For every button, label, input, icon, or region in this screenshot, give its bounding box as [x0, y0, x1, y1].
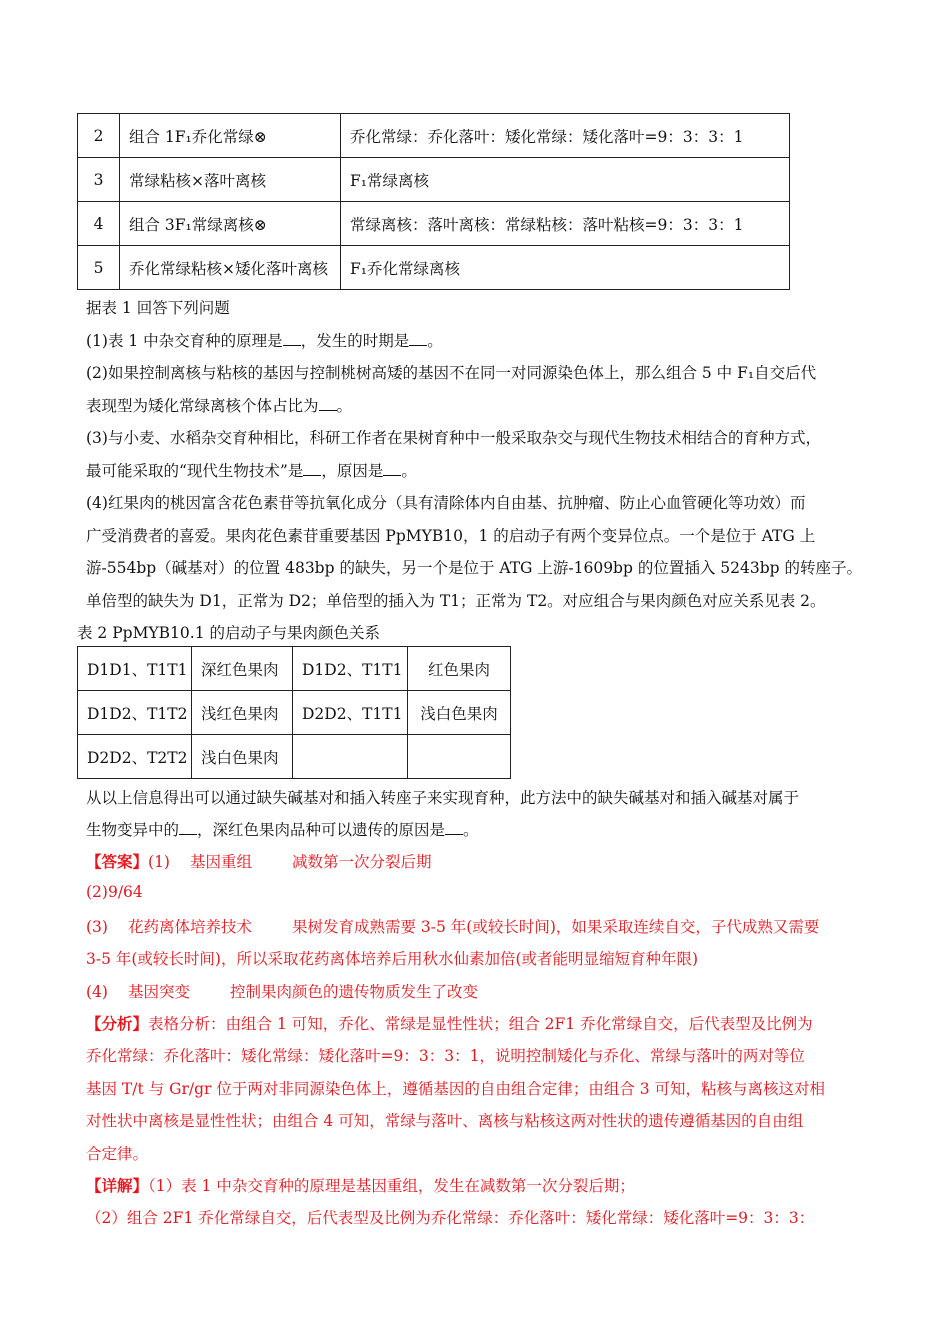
answer-line-5 — [86, 980, 478, 1002]
detail-label: 【详解】 — [86, 1176, 149, 1195]
table-cell: D2D2、T2T2 — [78, 735, 192, 779]
question-3-line-1: (3)与小麦、水稻杂交育种相比，科研工作者在果树育种中一般采取杂交与现代生物技术相结合的育种方式， — [86, 429, 821, 447]
table-cell — [293, 735, 408, 779]
detail-line-2: （2）组合 2F1 乔化常绿自交，后代表型及比例为乔化常绿：乔化落叶：矮化常绿：矮化落叶=9：3：3： — [86, 1209, 815, 1227]
table-row — [78, 647, 511, 691]
answer-blank — [283, 333, 301, 346]
table-cell-cross: 组合 3F₁常绿离核⊗ — [120, 202, 341, 246]
table-row — [78, 735, 511, 779]
table-row — [78, 114, 790, 158]
table-cell-num: 5 — [78, 246, 120, 290]
table-cell-num: 2 — [78, 114, 120, 158]
table-cell: D1D1、T1T1 — [78, 647, 192, 691]
question-3-line-2 — [86, 459, 417, 481]
question-4-line-5: 从以上信息得出可以通过缺失碱基对和插入转座子来实现育种，此方法中的缺失碱基对和插入碱基对属于 — [86, 789, 800, 807]
table-row — [78, 158, 790, 202]
question-text: 。 — [427, 332, 443, 350]
intro-text: 据表 1 回答下列问题 — [86, 299, 230, 317]
answer-blank — [383, 463, 401, 476]
question-text: 生物变异中的 — [86, 821, 180, 839]
answer-text: 基因重组 — [189, 853, 252, 871]
answer-blank — [445, 822, 463, 835]
table-cell-result: 常绿离核：落叶离核：常绿粘核：落叶粘核=9：3：3：1 — [341, 202, 790, 246]
table-cell: 红色果肉 — [408, 647, 511, 691]
answer-text: 花药离体培养技术 — [127, 918, 252, 936]
answer-num: (1) — [148, 853, 170, 871]
answer-text: 果树发育成熟需要 3-5 年(或较长时间)，如果采取连续自交，子代成熟又需要 — [291, 918, 820, 936]
question-text: ，原因是 — [321, 462, 384, 480]
question-text: 。 — [336, 397, 353, 415]
answer-text: 基因突变 — [127, 983, 190, 1001]
question-text: 。 — [401, 462, 417, 480]
table-cell-num: 3 — [78, 158, 120, 202]
table-cell: 浅红色果肉 — [192, 691, 293, 735]
question-text: (1)表 1 中杂交育种的原理是 — [86, 332, 283, 350]
table-2 — [77, 646, 511, 779]
table-1 — [77, 113, 790, 290]
detail-text: （1）表 1 中杂交育种的原理是基因重组，发生在减数第一次分裂后期； — [148, 1177, 635, 1195]
analysis-line-2: 乔化常绿：乔化落叶：矮化常绿：矮化落叶=9：3：3：1，说明控制矮化与乔化、常绿与落叶的两对等位 — [86, 1047, 805, 1065]
question-2-line-2 — [86, 394, 352, 416]
table-cell: D1D2、T1T2 — [78, 691, 192, 735]
question-text: ，发生的时期是 — [300, 332, 410, 350]
question-text: 最可能采取的“现代生物技术”是 — [86, 462, 304, 480]
table-cell-result: F₁常绿离核 — [341, 158, 790, 202]
answer-text: 减数第一次分裂后期 — [292, 853, 432, 871]
question-4-line-6 — [86, 818, 479, 840]
question-text: 表现型为矮化常绿离核个体占比为 — [86, 397, 319, 415]
table-cell-cross: 组合 1F₁乔化常绿⊗ — [120, 114, 341, 158]
table-cell — [408, 735, 511, 779]
table-cell: D2D2、T1T1 — [293, 691, 408, 735]
answer-num: (3) — [86, 918, 108, 936]
answer-text: 控制果肉颜色的遗传物质发生了改变 — [229, 983, 478, 1001]
table-cell-cross: 乔化常绿粘核×矮化落叶离核 — [120, 246, 341, 290]
analysis-line-4: 对性状中离核是显性性状；由组合 4 可知，常绿与落叶、离核与粘核这两对性状的遗传遵循基因的自由组 — [86, 1112, 804, 1130]
analysis-line-5: 合定律。 — [86, 1145, 149, 1163]
answer-line-3 — [86, 915, 819, 937]
question-4-line-3: 游-554bp（碱基对）的位置 483bp 的缺失，另一个是位于 ATG 上游-1609bp 的位置插入 5243bp 的转座子。 — [86, 559, 862, 577]
analysis-line-1 — [86, 1012, 813, 1034]
table-cell: 浅白色果肉 — [192, 735, 293, 779]
table-row — [78, 691, 511, 735]
question-4-line-4: 单倍型的缺失为 D1，正常为 D2；单倍型的插入为 T1；正常为 T2。对应组合与果肉颜色对应关系见表 2。 — [86, 592, 826, 610]
answer-line-4: 3-5 年(或较长时间)，所以采取花药离体培养后用秋水仙素加倍(或者能明显缩短育种年限) — [86, 950, 699, 968]
table-2-caption: 表 2 PpMYB10.1 的启动子与果肉颜色关系 — [77, 624, 381, 642]
answer-blank — [303, 463, 321, 476]
answer-blank — [179, 822, 197, 835]
table-cell-result: 乔化常绿：乔化落叶：矮化常绿：矮化落叶=9：3：3：1 — [341, 114, 790, 158]
question-1 — [86, 329, 443, 351]
answer-blank — [409, 333, 427, 346]
analysis-text: 表格分析：由组合 1 可知，乔化、常绿是显性性状；组合 2F1 乔化常绿自交，后代表型及比例为 — [148, 1015, 813, 1033]
table-cell-cross: 常绿粘核×落叶离核 — [120, 158, 341, 202]
analysis-line-3: 基因 T/t 与 Gr/gr 位于两对非同源染色体上，遵循基因的自由组合定律；由组合 3 可知，粘核与离核这对相 — [86, 1080, 826, 1098]
detail-line-1 — [86, 1174, 635, 1196]
answer-line-2: (2)9/64 — [86, 883, 143, 901]
table-cell-result: F₁乔化常绿离核 — [341, 246, 790, 290]
question-4-line-2: 广受消费者的喜爱。果肉花色素苷重要基因 PpMYB10，1 的启动子有两个变异位点。一个是位于 ATG 上 — [86, 527, 816, 545]
table-cell-num: 4 — [78, 202, 120, 246]
answer-line-1 — [86, 850, 432, 872]
analysis-label: 【分析】 — [86, 1014, 149, 1033]
table-row — [78, 246, 790, 290]
question-text: ，深红色果肉品种可以遗传的原因是 — [197, 821, 446, 839]
table-cell: 浅白色果肉 — [408, 691, 511, 735]
table-row — [78, 202, 790, 246]
question-4-line-1: (4)红果肉的桃因富含花色素苷等抗氧化成分（具有清除体内自由基、抗肿瘤、防止心血管硬化等功效）而 — [86, 494, 806, 512]
table-cell: 深红色果肉 — [192, 647, 293, 691]
table-cell: D1D2、T1T1 — [293, 647, 408, 691]
answer-num: (4) — [86, 983, 108, 1001]
answer-label: 【答案】 — [86, 852, 149, 871]
answer-blank — [319, 398, 337, 411]
question-text: 。 — [463, 821, 479, 839]
question-2-line-1: (2)如果控制离核与粘核的基因与控制桃树高矮的基因不在同一对同源染色体上，那么组合 5 中 F₁自交后代 — [86, 364, 817, 382]
